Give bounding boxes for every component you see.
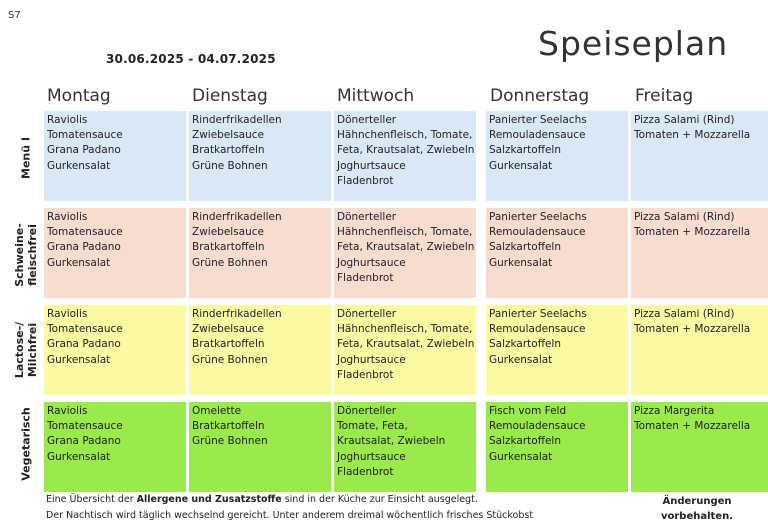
menu-item: Salzkartoffeln [489,144,561,157]
menu-item: Remouladensauce [489,323,586,336]
menu-item: Gurkensalat [489,159,553,172]
day-header-friday: Freitag [635,86,694,106]
menu-item: Remouladensauce [489,129,586,142]
menu-item: Rinderfrikadellen [192,114,282,126]
menu-item: Krautsalat, Zwiebeln [337,435,446,448]
menu-item: Hähnchenfleisch, Tomate, [337,129,473,142]
menu-item: Bratkartoffeln [192,241,265,254]
menu-item: Feta, Krautsalat, Zwiebeln [337,338,475,351]
menu-cell-row4-thursday [486,402,628,492]
menu-item: Joghurtsauce [337,353,406,366]
date-range: 30.06.2025 - 04.07.2025 [106,52,276,66]
menu-item: Grüne Bohnen [192,256,268,269]
menu-item: Raviolis [47,405,88,417]
menu-cell-row4-wednesday [334,402,476,492]
menu-cell-row1-tuesday [189,111,331,201]
menu-cell-row2-tuesday [189,208,331,298]
menu-item: Salzkartoffeln [489,338,561,351]
menu-item: Grana Padano [47,338,121,351]
menu-cell-row2-thursday [486,208,628,298]
menu-cell-row1-monday [44,111,186,201]
menu-item: Omelette [192,405,242,417]
dessert-note: Der Nachtisch wird täglich wechselnd gereicht. Unter anderem dreimal wöchentlich frisches Stückobst [46,510,534,521]
menu-item: Tomate, Feta, [337,420,408,433]
menu-item: Gurkensalat [489,256,553,269]
menu-item: Fladenbrot [337,271,394,284]
menu-item: Remouladensauce [489,420,586,433]
menu-item: Grana Padano [47,144,121,157]
allergen-note: Eine Übersicht der Allergene und Zusatzstoffe sind in der Küche zur Einsicht ausgelegt. [46,494,478,505]
menu-item: Fladenbrot [337,465,394,478]
menu-cell-row1-wednesday [334,111,476,201]
menu-cell-row3-friday [631,305,768,395]
menu-cell-row4-friday [631,402,768,492]
menu-item: Bratkartoffeln [192,338,265,351]
menu-cell-row3-monday [44,305,186,395]
day-header-monday: Montag [47,86,111,106]
menu-item: Feta, Krautsalat, Zwiebeln [337,241,475,254]
menu-item: Fisch vom Feld [489,405,567,417]
day-header-thursday: Donnerstag [490,86,590,106]
menu-cell-row4-monday [44,402,186,492]
allergen-note-bold: Allergene und Zusatzstoffe [136,494,282,505]
menu-item: Zwiebelsauce [192,226,264,239]
menu-item: Gurkensalat [47,353,111,366]
menu-cell-row1-friday [631,111,768,201]
menu-item: Raviolis [47,308,88,320]
menu-item: Gurkensalat [489,450,553,463]
menu-item: Dönerteller [337,211,397,223]
menu-item: Zwiebelsauce [192,129,264,142]
menu-item: Tomaten + Mozzarella [634,129,751,142]
menu-item: Raviolis [47,114,88,126]
menu-item: Remouladensauce [489,226,586,239]
menu-item: Pizza Salami (Rind) [634,114,735,126]
menu-item: Zwiebelsauce [192,323,264,336]
menu-cell-row3-thursday [486,305,628,395]
menu-item: Raviolis [47,211,88,223]
menu-item: Joghurtsauce [337,450,406,463]
menu-item: Tomatensauce [47,129,123,142]
menu-item: Dönerteller [337,114,397,126]
menu-item: Hähnchenfleisch, Tomate, [337,226,473,239]
day-header-wednesday: Mittwoch [337,86,415,106]
menu-item: Feta, Krautsalat, Zwiebeln [337,144,475,157]
menu-item: Hähnchenfleisch, Tomate, [337,323,473,336]
menu-item: Tomatensauce [47,323,123,336]
menu-cell-row2-monday [44,208,186,298]
menu-item: Bratkartoffeln [192,144,265,157]
menu-item: Grana Padano [47,435,121,448]
menu-cell-row3-wednesday [334,305,476,395]
page-title: Speiseplan [538,24,729,63]
menu-item: Dönerteller [337,405,397,417]
menu-item: Gurkensalat [47,450,111,463]
menu-cell-row4-tuesday [189,402,331,492]
menu-item: Tomatensauce [47,226,123,239]
menu-item: Gurkensalat [47,256,111,269]
menu-item: Gurkensalat [489,353,553,366]
menu-item: Salzkartoffeln [489,241,561,254]
menu-cell-row2-friday [631,208,768,298]
menu-cell-row2-wednesday [334,208,476,298]
menu-item: Grüne Bohnen [192,159,268,172]
menu-item: Pizza Margerita [634,405,715,417]
menu-item: Bratkartoffeln [192,420,265,433]
menu-item: Panierter Seelachs [489,114,587,126]
menu-item: Tomaten + Mozzarella [634,226,751,239]
menu-cell-row3-tuesday [189,305,331,395]
menu-item: Rinderfrikadellen [192,308,282,320]
menu-item: Grüne Bohnen [192,435,268,448]
changes-reserved-note: Änderungen vorbehalten. [660,496,734,522]
menu-item: Panierter Seelachs [489,308,587,320]
day-header-tuesday: Dienstag [192,86,268,106]
menu-item: Dönerteller [337,308,397,320]
menu-item: Grana Padano [47,241,121,254]
menu-item: Tomaten + Mozzarella [634,323,751,336]
menu-item: Fladenbrot [337,368,394,381]
menu-cell-row1-thursday [486,111,628,201]
menu-item: Rinderfrikadellen [192,211,282,223]
menu-item: Panierter Seelachs [489,211,587,223]
menu-item: Joghurtsauce [337,159,406,172]
menu-item: Tomatensauce [47,420,123,433]
menu-item: Grüne Bohnen [192,353,268,366]
menu-item: Salzkartoffeln [489,435,561,448]
menu-item: Pizza Salami (Rind) [634,308,735,320]
menu-item: Gurkensalat [47,159,111,172]
menu-item: Fladenbrot [337,174,394,187]
menu-item: Tomaten + Mozzarella [634,420,751,433]
menu-item: Pizza Salami (Rind) [634,211,735,223]
menu-item: Joghurtsauce [337,256,406,269]
page-code: S7 [8,10,21,21]
